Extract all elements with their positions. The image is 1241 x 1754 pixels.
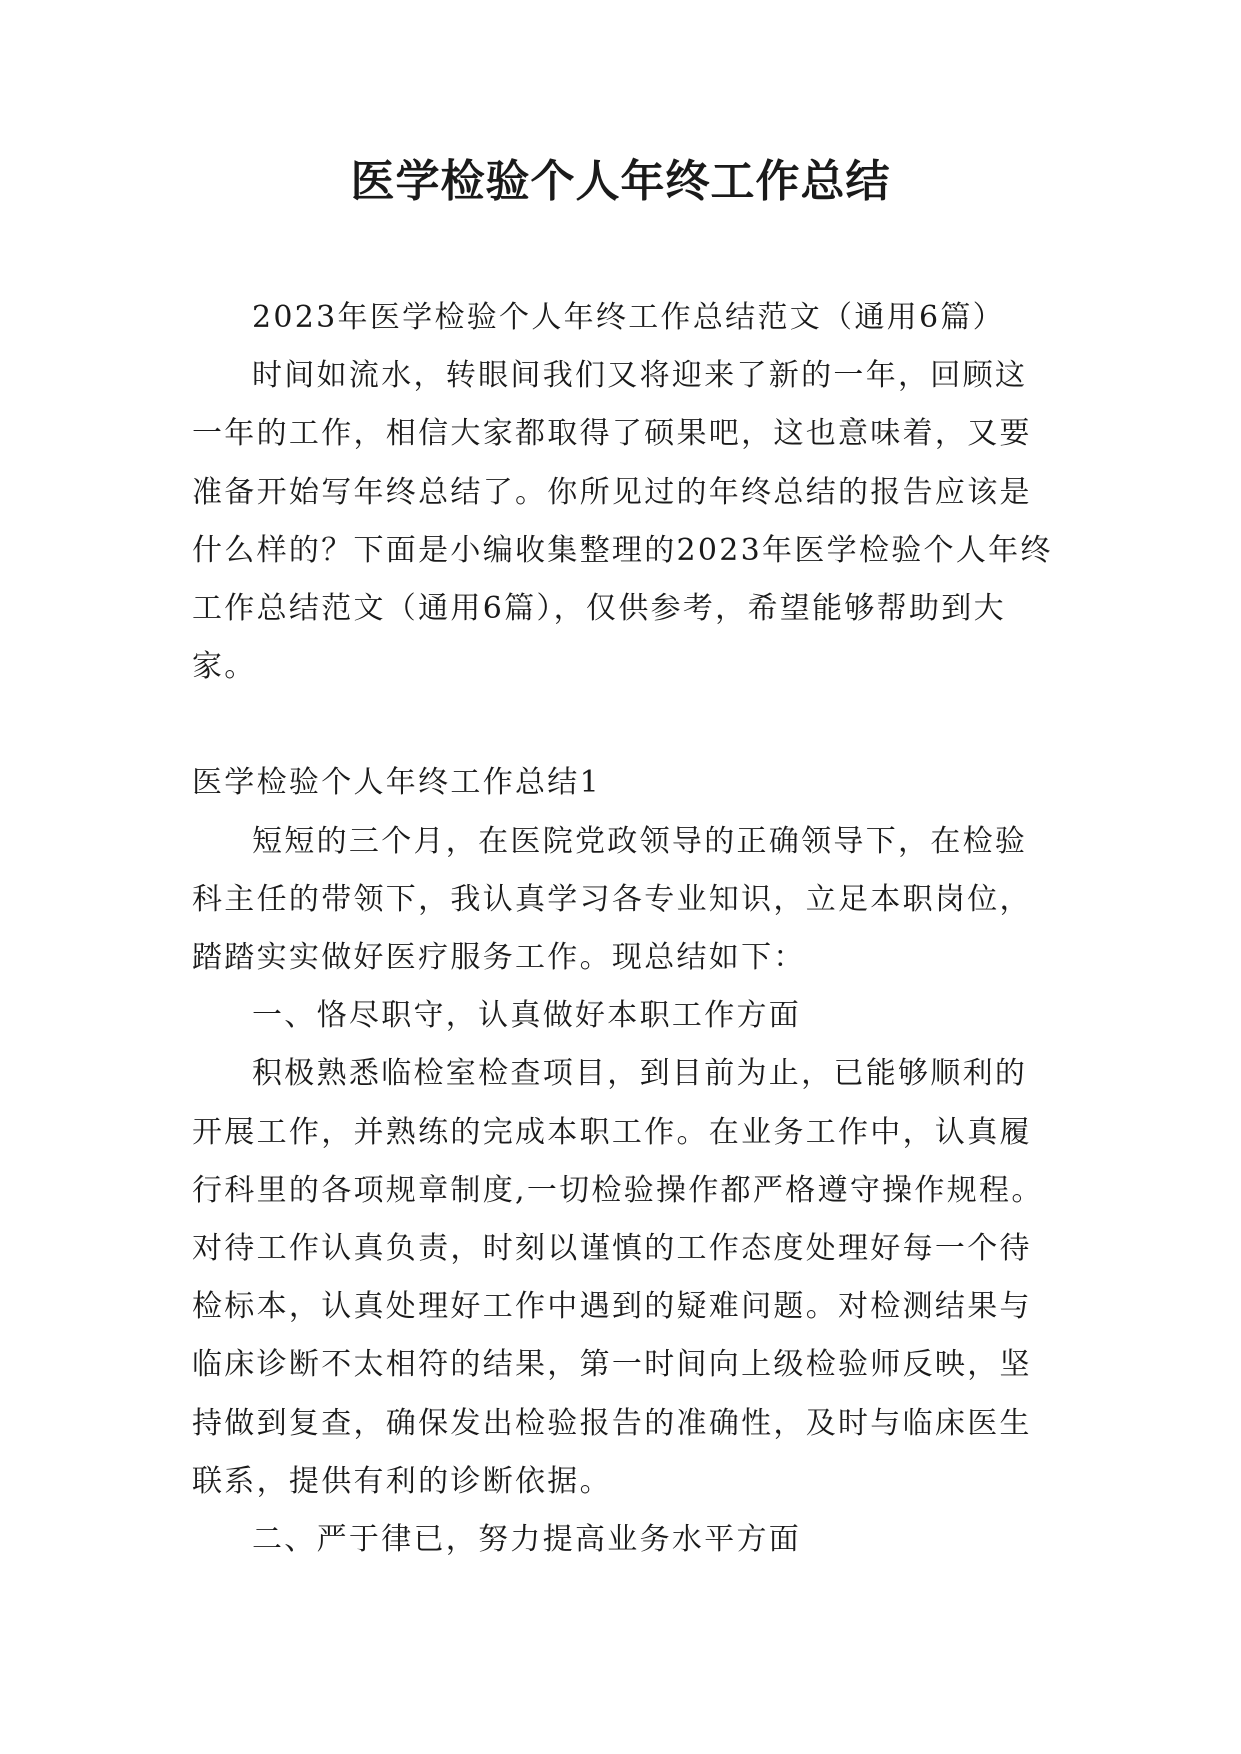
body-paragraph: 积极熟悉临检室检查项目，到目前为止，已能够顺利的开展工作，并熟练的完成本职工作。在业务工作中，认真履行科里的各项规章制度,一切检验操作都严格遵守操作规程。对待工作认真负责，时刻以谨慎的工作态度处理好每一个待检标本，认真处理好工作中遇到的疑难问题。对检测结果与临床诊断不太相符的结果，第一时间向上级检验师反映，坚持做到复查，确保发出检验报告的准确性，及时与临床医生联系，提供有利的诊断依据。 — [192, 1056, 1044, 1499]
paragraph-gap — [192, 696, 1054, 754]
document-subtitle: 2023年医学检验个人年终工作总结范文（通用6篇） — [252, 300, 1005, 335]
document-title: 医学检验个人年终工作总结 — [350, 156, 891, 207]
section-title: 医学检验个人年终工作总结1 — [192, 765, 601, 801]
body-paragraph: 短短的三个月，在医院党政领导的正确领导下，在检验科主任的带领下，我认真学习各专业知识，立足本职岗位，踏踏实实做好医疗服务工作。现总结如下： — [192, 823, 1032, 976]
section-heading: 二、严于律已，努力提高业务水平方面 — [252, 1522, 802, 1558]
intro-paragraph: 时间如流水，转眼间我们又将迎来了新的一年，回顾这一年的工作，相信大家都取得了硕果吧，这也意味着，又要准备开始写年终总结了。你所见过的年终总结的报告应该是什么样的？下面是小编收集整理的2023年医学检验个人年终工作总结范文（通用6篇），仅供参考，希望能够帮助到大家。 — [192, 358, 1053, 685]
document-body — [192, 289, 1054, 1569]
section-heading: 一、恪尽职守，认真做好本职工作方面 — [252, 998, 802, 1034]
